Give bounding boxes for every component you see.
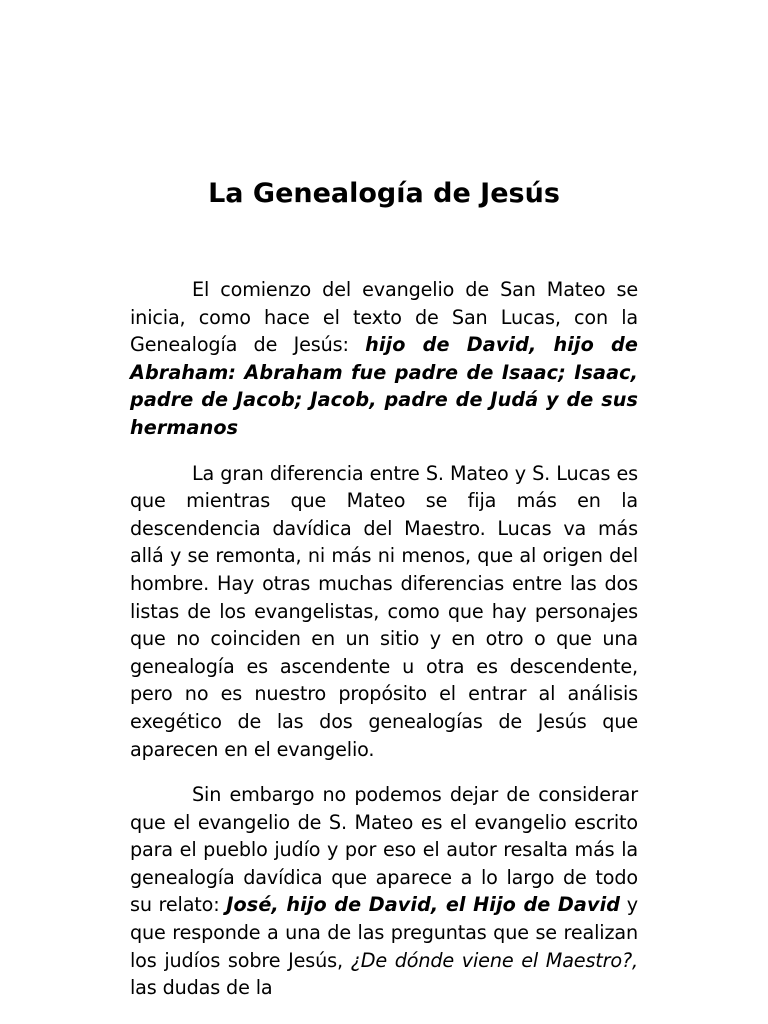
paragraph-3-quote: José, hijo de David, el Hijo de David	[226, 893, 621, 917]
paragraph-1-quote: hijo de David, hijo de Abraham: Abraham fue padre de Isaac; Isaac, padre de Jacob; Jacob, padre de Judá y de sus hermanos	[130, 333, 638, 439]
paragraph-3-text-2: y que responde a una de las preguntas que se realizan los judíos sobre Jesús,	[130, 893, 639, 972]
paragraph-2	[130, 460, 638, 764]
paragraph-3-question: ¿De dónde viene el Maestro?,	[350, 948, 638, 972]
paragraph-1	[130, 276, 638, 442]
paragraph-1-text: El comienzo del evangelio de San Mateo se inicia, como hace el texto de San Lucas, con la Genealogía de Jesús:	[130, 278, 638, 357]
page-title: La Genealogía de Jesús	[208, 178, 560, 209]
paragraph-2-text: La gran diferencia entre S. Mateo y S. Lucas es que mientras que Mateo se fija más en la descendencia davídica del Maestro. Lucas va más allá y se remonta, ni más ni menos, que al origen del hombre. Hay otras muchas diferencias entre las dos listas de los evangelistas, como que hay personajes que no coinciden en un sitio y en otro o que una genealogía es ascendente u otra es descendente, pero no es nuestro propósito el entrar al análisis exegético de las dos genealogías de Jesús que aparecen en el evangelio.	[130, 461, 638, 761]
paragraph-3-text: Sin embargo no podemos dejar de considerar que el evangelio de S. Mateo es el evangelio escrito para el pueblo judío y por eso el autor resalta más la genealogía davídica que aparece a lo largo de todo su relato:	[130, 783, 638, 917]
paragraph-3	[130, 781, 638, 1002]
paragraph-3-text-3: las dudas de la	[130, 976, 273, 1000]
document-body	[130, 276, 638, 1020]
